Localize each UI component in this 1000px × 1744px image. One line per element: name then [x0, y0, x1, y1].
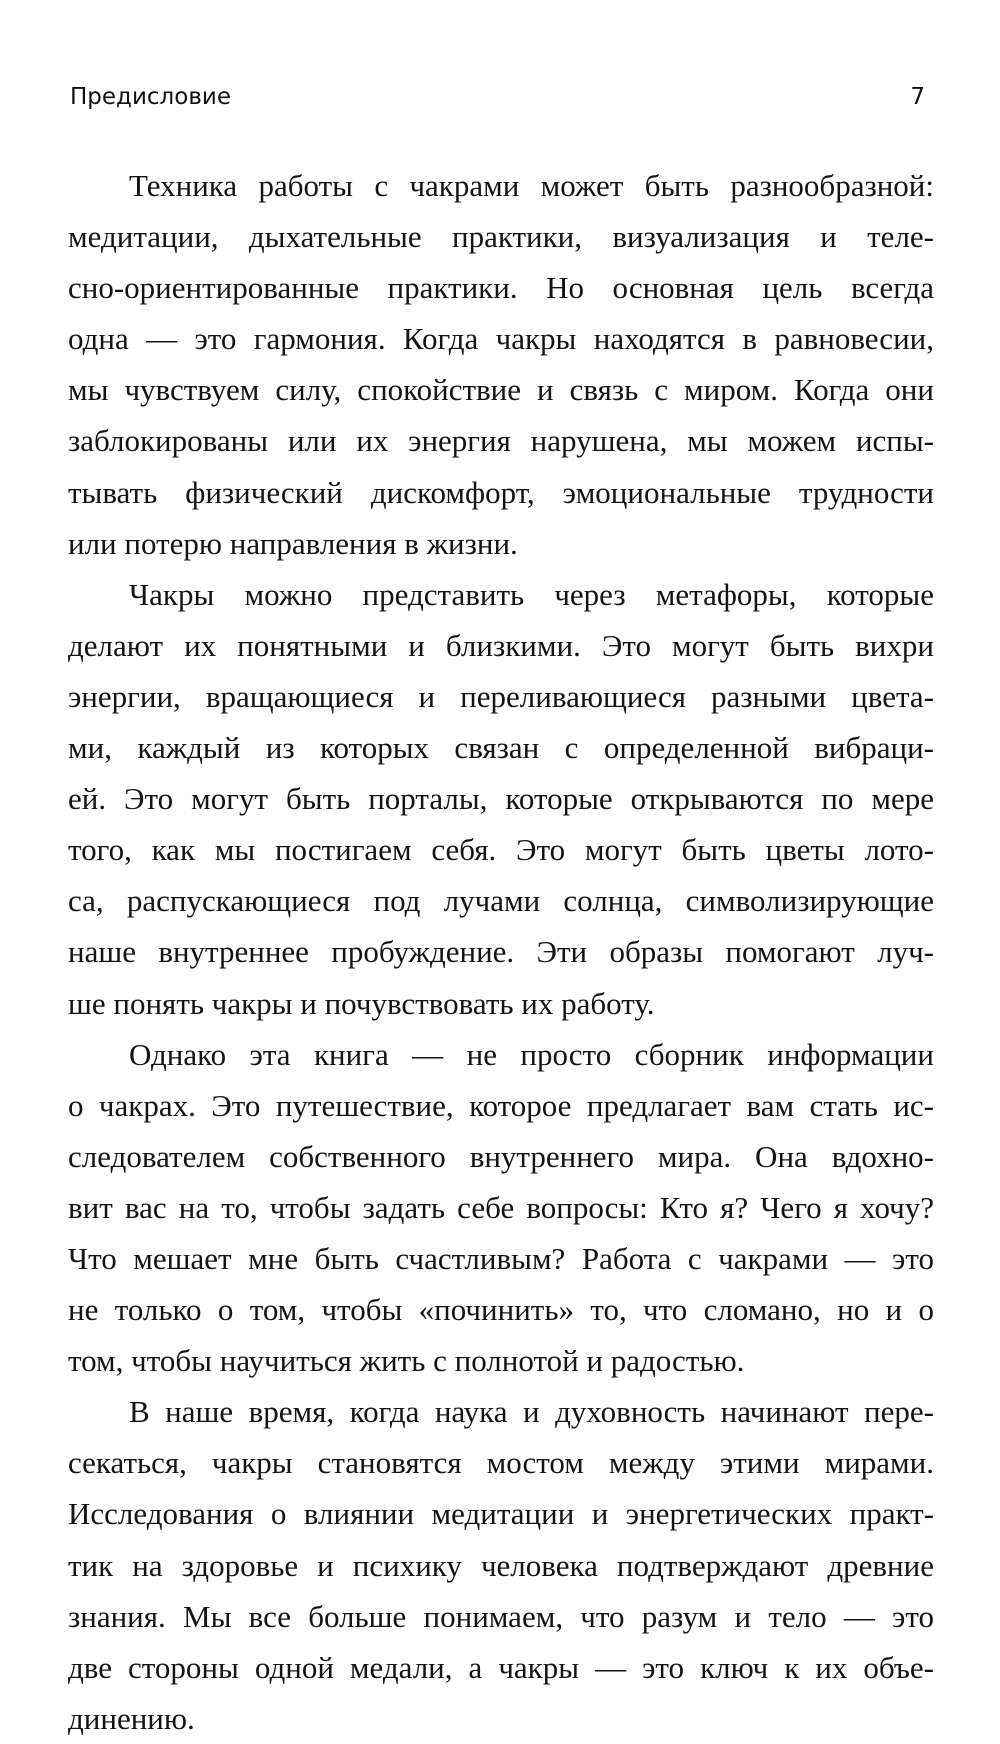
paragraph-2: [68, 569, 934, 1029]
text-line: секаться, чакры становятся мостом между этими мирами.: [68, 1445, 934, 1481]
text-line: ми, каждый из которых связан с определенной вибраци-: [68, 730, 934, 766]
text-line: тывать физический дискомфорт, эмоциональные трудности: [68, 474, 934, 510]
text-line: Техника работы с чакрами может быть разнообразной:: [129, 168, 934, 203]
page-number: 7: [910, 84, 925, 110]
text-line: ей. Это могут быть порталы, которые открываются по мере: [68, 781, 934, 817]
text-line: мы чувствуем силу, спокойствие и связь с миром. Когда они: [68, 372, 934, 408]
text-line: заблокированы или их энергия нарушена, мы можем испы-: [68, 423, 934, 459]
text-line: тик на здоровье и психику человека подтверждают древние: [68, 1547, 934, 1583]
text-line: не только о том, чтобы «починить» то, что сломано, но и о: [68, 1292, 934, 1328]
text-line: или потерю направления в жизни.: [68, 525, 518, 561]
text-line: знания. Мы все больше понимаем, что разум и тело — это: [68, 1598, 934, 1634]
text-line: Исследования о влиянии медитации и энергетических практ-: [68, 1496, 934, 1532]
text-line: В наше время, когда наука и духовность начинают пере-: [129, 1394, 934, 1430]
running-head: Предисловие: [70, 84, 231, 110]
text-line: Однако эта книга — не просто сборник информации: [129, 1036, 934, 1072]
text-line: динению.: [68, 1700, 195, 1736]
text-line: наше внутреннее пробуждение. Эти образы помогают луч-: [68, 934, 934, 970]
paragraph-4: [68, 1386, 934, 1744]
text-line: том, чтобы научиться жить с полнотой и радостью.: [68, 1343, 745, 1379]
text-line: вит вас на то, чтобы задать себе вопросы: Кто я? Чего я хочу?: [68, 1189, 934, 1225]
body-text: [68, 160, 934, 1744]
text-line: следователем собственного внутреннего мира. Она вдохно-: [68, 1138, 934, 1174]
text-line: медитации, дыхательные практики, визуализация и теле-: [68, 219, 934, 255]
text-line: о чакрах. Это путешествие, которое предлагает вам стать ис-: [68, 1087, 934, 1123]
text-line: энергии, вращающиеся и переливающиеся разными цвета-: [68, 678, 934, 714]
text-line: са, распускающиеся под лучами солнца, символизирующие: [68, 883, 934, 919]
text-line: две стороны одной медали, а чакры — это ключ к их объе-: [68, 1649, 934, 1685]
paragraph-1: [68, 160, 934, 569]
text-line: делают их понятными и близкими. Это могут быть вихри: [68, 627, 934, 663]
text-line: Чакры можно представить через метафоры, которые: [129, 576, 934, 612]
page-header: [70, 84, 925, 120]
paragraph-3: [68, 1029, 934, 1387]
text-line: того, как мы постигаем себя. Это могут быть цветы лото-: [68, 832, 934, 868]
text-line: сно-ориентированные практики. Но основная цель всегда: [68, 270, 934, 306]
text-line: одна — это гармония. Когда чакры находятся в равновесии,: [68, 321, 934, 357]
text-line: Что мешает мне быть счастливым? Работа с чакрами — это: [68, 1240, 934, 1276]
text-line: ше понять чакры и почувствовать их работу.: [68, 985, 655, 1021]
